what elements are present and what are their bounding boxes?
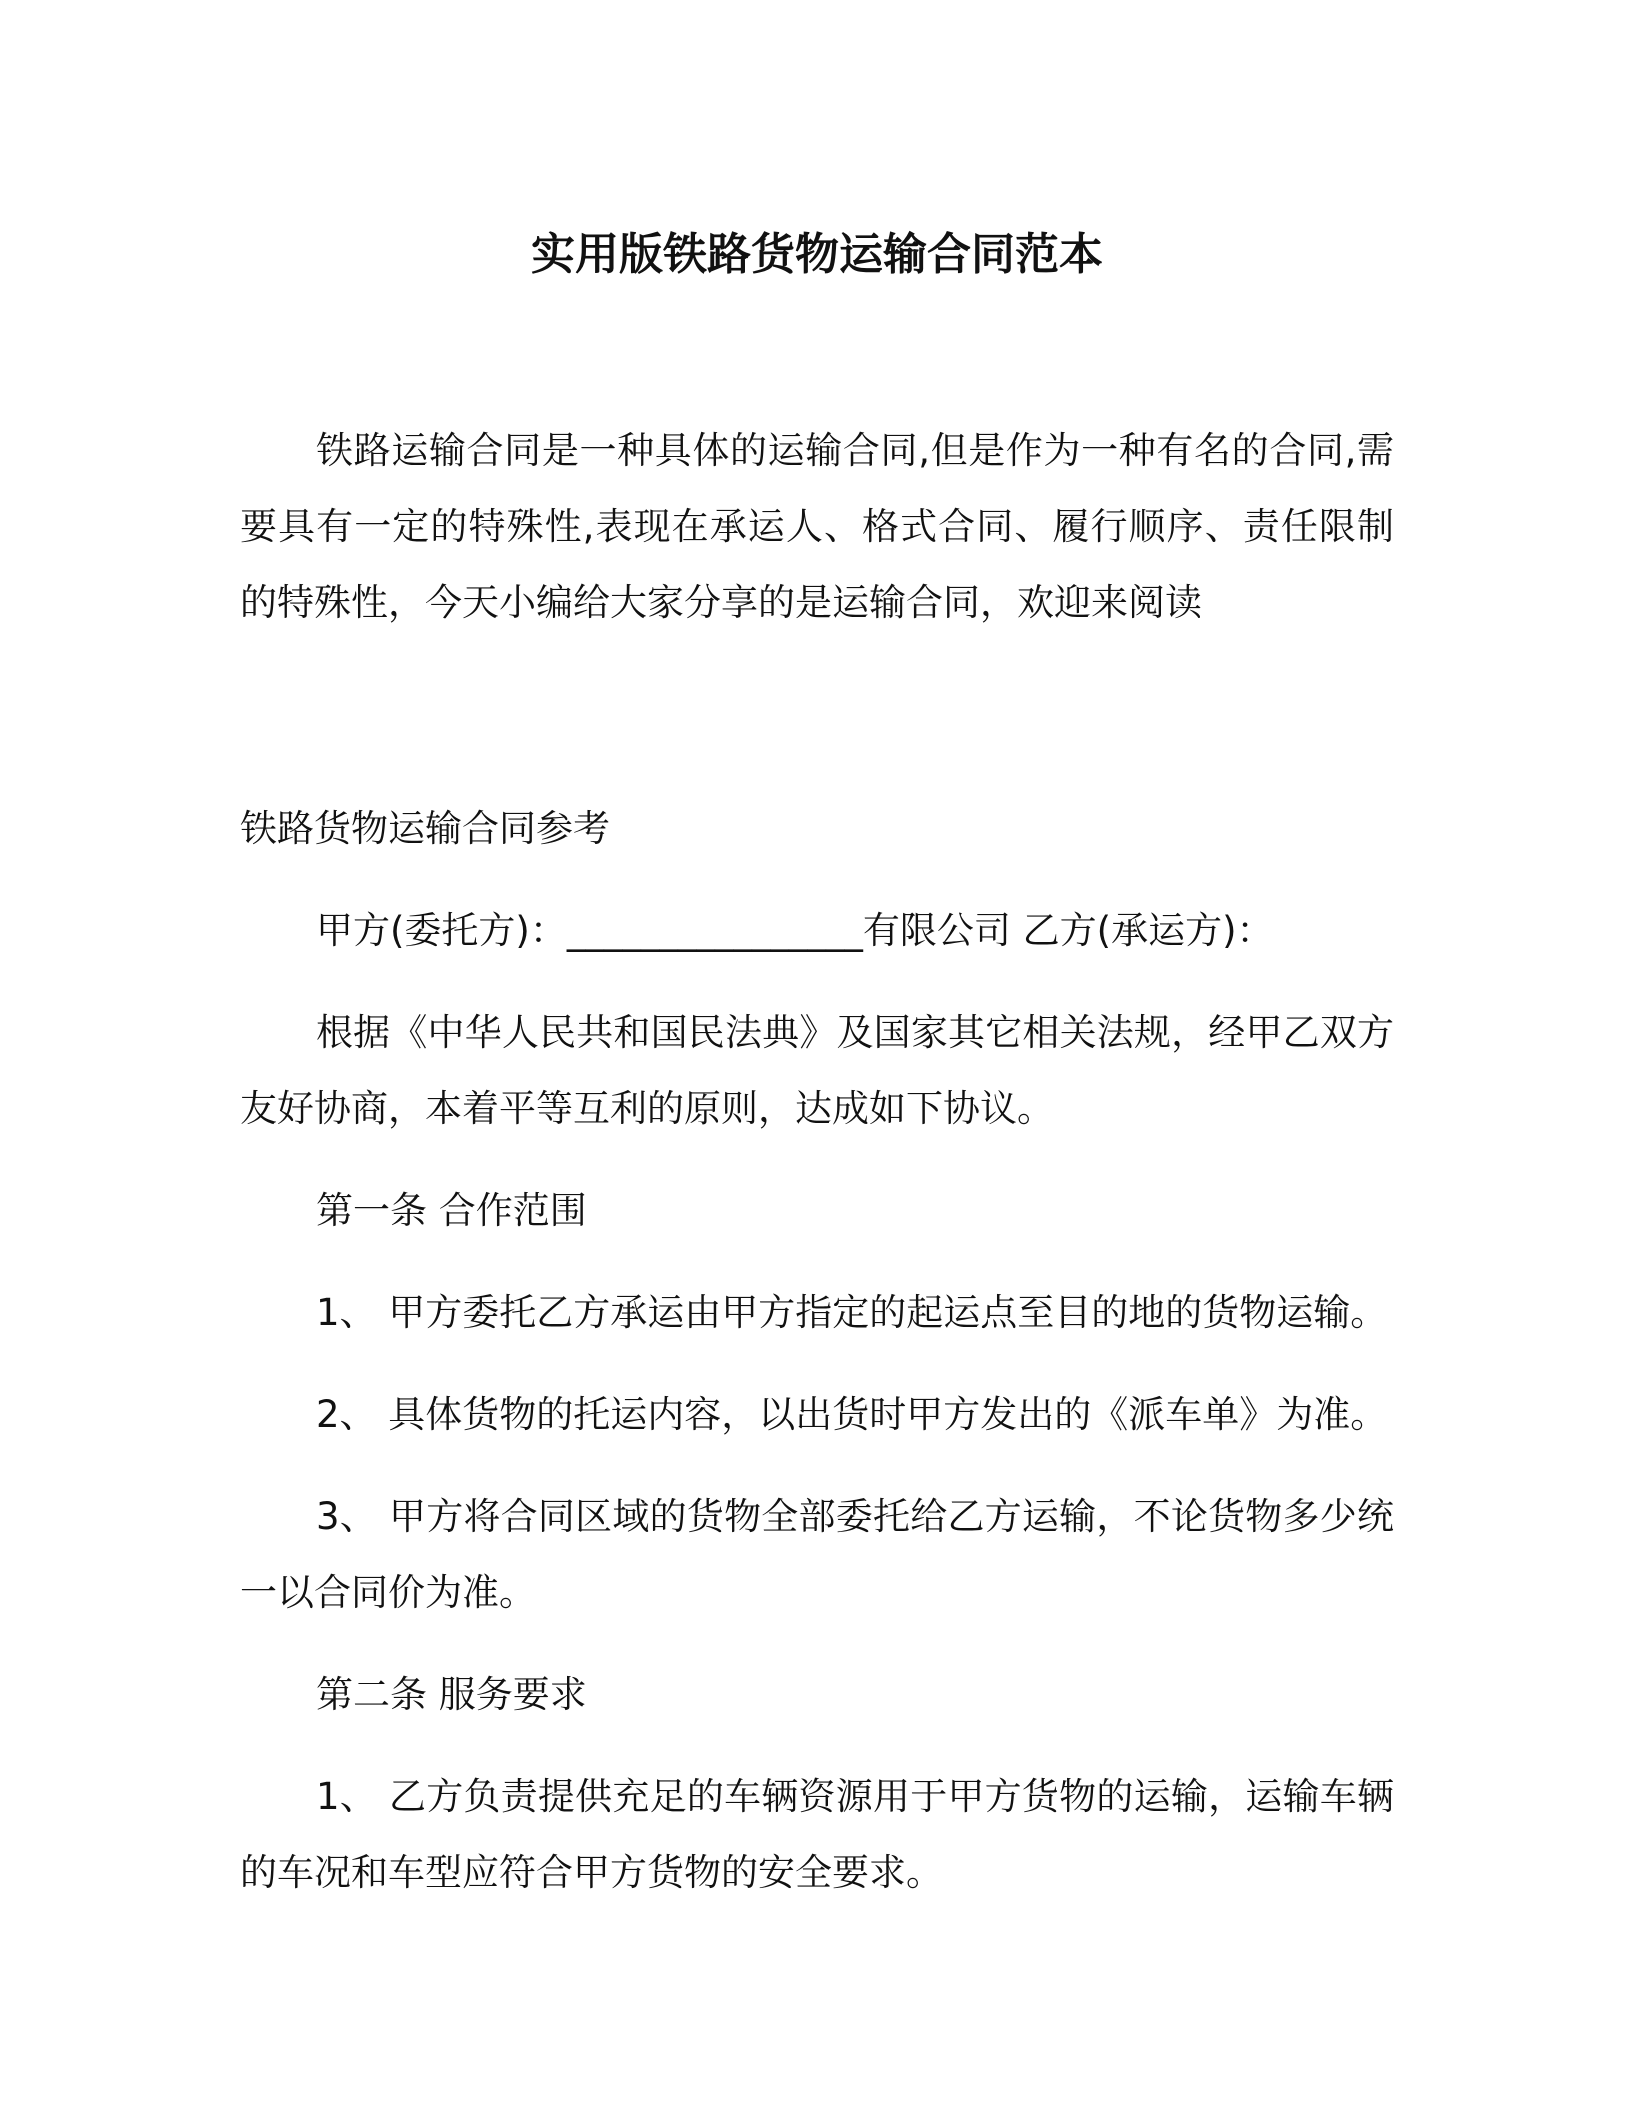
section-heading: 铁路货物运输合同参考	[240, 807, 610, 850]
parties-line: 甲方(委托方)：________________有限公司 乙方(承运方)：	[316, 909, 1274, 952]
basis-paragraph: 根据《中华人民共和国民法典》及国家其它相关法规，经甲乙双方友好协商，本着平等互利的原则，达成如下协议。	[240, 1011, 1394, 1130]
article-1-item: 3、 甲方将合同区域的货物全部委托给乙方运输，不论货物多少统一以合同价为准。	[240, 1495, 1394, 1614]
article-1-item: 2、 具体货物的托运内容，以出货时甲方发出的《派车单》为准。	[316, 1393, 1388, 1436]
article-1-item: 1、 甲方委托乙方承运由甲方指定的起运点至目的地的货物运输。	[316, 1291, 1388, 1334]
intro-paragraph: 铁路运输合同是一种具体的运输合同,但是作为一种有名的合同,需要具有一定的特殊性,表现在承运人、格式合同、履行顺序、责任限制的特殊性，今天小编给大家分享的是运输合同，欢迎来阅读	[240, 429, 1394, 624]
article-1-heading: 第一条 合作范围	[316, 1189, 587, 1232]
document-title: 实用版铁路货物运输合同范本	[531, 229, 1103, 280]
article-2-item: 1、 乙方负责提供充足的车辆资源用于甲方货物的运输，运输车辆的车况和车型应符合甲方货物的安全要求。	[240, 1775, 1394, 1894]
article-2-heading: 第二条 服务要求	[316, 1673, 587, 1716]
